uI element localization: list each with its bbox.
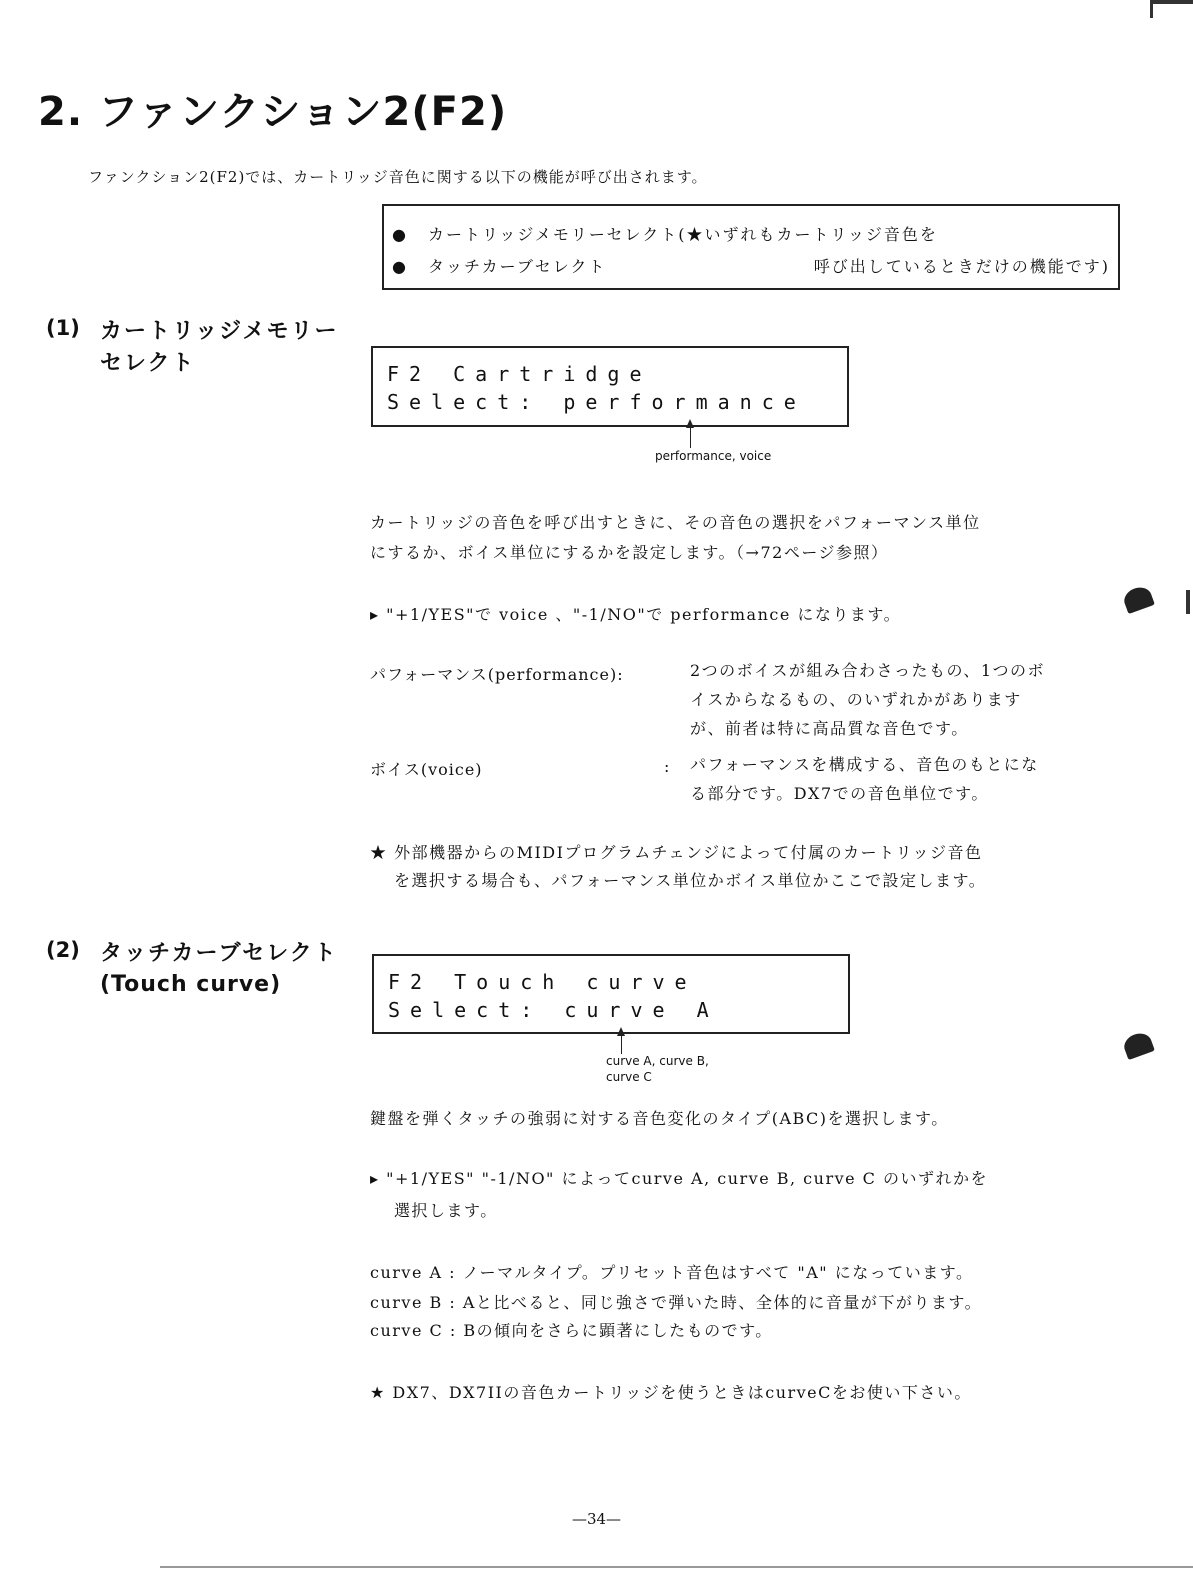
note-item-1-label: カートリッジメモリーセレクト bbox=[428, 225, 679, 244]
section-1-title-line1: カートリッジメモリー bbox=[100, 319, 339, 344]
lcd-line-1: F2 Touch curve bbox=[388, 970, 697, 994]
section-1-number: (1) bbox=[46, 316, 80, 340]
curve-b-description: curve B : Aと比べると、同じ強さで弾いた時、全体的に音量が下がります。 bbox=[370, 1293, 983, 1312]
note-item-2-remark: 呼び出しているときだけの機能です) bbox=[813, 257, 1110, 276]
section-1-instruction: ▸ "+1/YES"で voice 、"-1/NO"で performance になります。 bbox=[370, 605, 902, 624]
section-2-title-line2: (Touch curve) bbox=[100, 972, 282, 997]
section-2-number: (2) bbox=[46, 938, 80, 962]
scan-edge-right bbox=[1186, 590, 1190, 614]
binder-hole-mark bbox=[1121, 1030, 1155, 1060]
bullet-icon: ● bbox=[392, 225, 408, 244]
binder-hole-mark bbox=[1121, 584, 1155, 614]
definition-voice-line2: る部分です。DX7での音色単位です。 bbox=[690, 784, 989, 803]
note-item-2 bbox=[392, 254, 606, 277]
section-2-title-line1: タッチカーブセレクト bbox=[100, 941, 338, 966]
section-1-star-note-line1: ★ 外部機器からのMIDIプログラムチェンジによって付属のカートリッジ音色 bbox=[370, 843, 983, 862]
lcd-line-1: F2 Cartridge bbox=[387, 362, 652, 386]
scan-edge-top bbox=[1150, 0, 1193, 4]
section-2-star-note: ★ DX7、DX7IIの音色カートリッジを使うときはcurveCをお使い下さい。 bbox=[370, 1383, 972, 1402]
lcd-line-2: Select: curve A bbox=[388, 998, 719, 1022]
arrow-stem bbox=[621, 1034, 622, 1054]
intro-text: ファンクション2(F2)では、カートリッジ音色に関する以下の機能が呼び出されます。 bbox=[88, 168, 708, 186]
note-box bbox=[382, 204, 1120, 290]
definition-performance-line1: 2つのボイスが組み合わさったもの、1つのボ bbox=[690, 661, 1046, 680]
definition-term-performance: パフォーマンス(performance): bbox=[370, 665, 624, 684]
curve-a-description: curve A : ノーマルタイプ。プリセット音色はすべて "A" になっています。 bbox=[370, 1263, 974, 1282]
lcd-display-touch-curve bbox=[372, 954, 850, 1034]
lcd-caption-touch-curve-line1: curve A, curve B, bbox=[606, 1054, 709, 1068]
section-1-paragraph-line2: にするか、ボイス単位にするかを設定します。（→72ページ参照） bbox=[370, 543, 889, 562]
section-2-instruction-line2: 選択します。 bbox=[394, 1201, 498, 1220]
page-title: 2. ファンクション2(F2) bbox=[38, 89, 508, 135]
note-item-2-label: タッチカーブセレクト bbox=[428, 257, 607, 276]
section-2-instruction-line1: ▸ "+1/YES" "-1/NO" によってcurve A, curve B, curve C のいずれかを bbox=[370, 1169, 989, 1188]
definition-performance-line2: イスからなるもの、のいずれかがあります bbox=[690, 690, 1022, 709]
definition-performance-line3: が、前者は特に高品質な音色です。 bbox=[690, 719, 969, 738]
section-1-paragraph-line1: カートリッジの音色を呼び出すときに、その音色の選択をパフォーマンス単位 bbox=[370, 513, 981, 532]
note-item-1-remark: (★いずれもカートリッジ音色を bbox=[678, 225, 938, 244]
lcd-caption-touch-curve-line2: curve C bbox=[606, 1070, 652, 1084]
note-item-1 bbox=[392, 222, 938, 245]
scan-edge-corner bbox=[1150, 0, 1153, 18]
lcd-caption-cartridge: performance, voice bbox=[655, 449, 772, 463]
bullet-icon: ● bbox=[392, 257, 408, 276]
curve-c-description: curve C : Bの傾向をさらに顕著にしたものです。 bbox=[370, 1321, 773, 1340]
lcd-display-cartridge bbox=[371, 346, 849, 427]
section-1-star-note-line2: を選択する場合も、パフォーマンス単位かボイス単位かここで設定します。 bbox=[394, 871, 987, 890]
scan-edge-bottom bbox=[160, 1566, 1193, 1568]
section-2-paragraph: 鍵盤を弾くタッチの強弱に対する音色変化のタイプ(ABC)を選択します。 bbox=[370, 1109, 949, 1128]
lcd-line-2: Select: performance bbox=[387, 390, 806, 414]
definition-voice-colon: : bbox=[664, 757, 671, 776]
section-1-title-line2: セレクト bbox=[100, 351, 196, 376]
page-number: —34— bbox=[571, 1510, 622, 1528]
arrow-stem bbox=[690, 426, 691, 448]
definition-term-voice: ボイス(voice) bbox=[370, 760, 483, 779]
definition-voice-line1: パフォーマンスを構成する、音色のもとにな bbox=[690, 755, 1039, 774]
